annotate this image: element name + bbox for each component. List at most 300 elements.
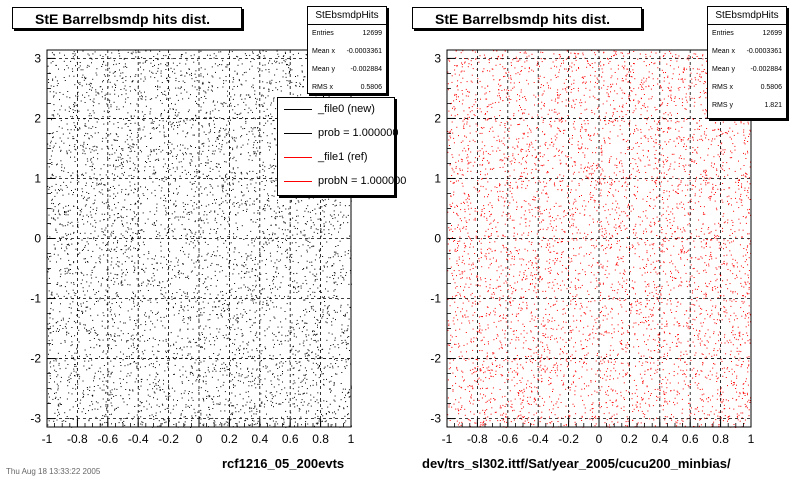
data-point (338, 366, 339, 367)
data-point (75, 149, 76, 150)
data-point (161, 224, 162, 225)
data-point (134, 416, 135, 417)
data-point (143, 212, 144, 213)
data-point (322, 415, 323, 416)
data-point (124, 207, 125, 208)
data-point (177, 169, 178, 170)
data-point (262, 307, 263, 308)
data-point (349, 389, 350, 390)
data-point (117, 242, 118, 243)
data-point (82, 312, 83, 313)
data-point (60, 276, 61, 277)
data-point (195, 301, 196, 302)
data-point (114, 76, 115, 77)
data-point (293, 273, 294, 274)
data-point (274, 97, 275, 98)
data-point (98, 339, 99, 340)
data-point (305, 375, 306, 376)
data-point (144, 272, 145, 273)
data-point (341, 372, 342, 373)
data-point (53, 211, 54, 212)
data-point (128, 155, 129, 156)
data-point (112, 372, 113, 373)
data-point (106, 335, 107, 336)
data-point (340, 335, 341, 336)
data-point (231, 413, 232, 414)
data-point (117, 213, 118, 214)
data-point (241, 265, 242, 266)
data-point (131, 338, 132, 339)
data-point (134, 151, 135, 152)
data-point (72, 194, 73, 195)
data-point (103, 242, 104, 243)
data-point (133, 345, 134, 346)
data-point (238, 104, 239, 105)
data-point (198, 319, 199, 320)
data-point (104, 390, 105, 391)
data-point (281, 211, 282, 212)
data-point (185, 52, 186, 53)
data-point (188, 318, 189, 319)
data-point (265, 123, 266, 124)
data-point (279, 211, 280, 212)
data-point (260, 274, 261, 275)
data-point (196, 77, 197, 78)
data-point (221, 149, 222, 150)
data-point (309, 302, 310, 303)
data-point (136, 334, 137, 335)
data-point (233, 77, 234, 78)
data-point (256, 101, 257, 102)
data-point (133, 163, 134, 164)
data-point (130, 130, 131, 131)
data-point (253, 78, 254, 79)
data-point (214, 422, 215, 423)
data-point (213, 404, 214, 405)
data-point (122, 164, 123, 165)
data-point (334, 382, 335, 383)
data-point (219, 176, 220, 177)
data-point (153, 56, 154, 57)
data-point (135, 76, 136, 77)
data-point (268, 91, 269, 92)
data-point (165, 95, 166, 96)
data-point (141, 203, 142, 204)
data-point (343, 215, 344, 216)
data-point (54, 219, 55, 220)
data-point (341, 383, 342, 384)
data-point (225, 177, 226, 178)
data-point (190, 353, 191, 354)
data-point (56, 176, 57, 177)
data-point (314, 224, 315, 225)
data-point (85, 102, 86, 103)
data-point (262, 106, 263, 107)
data-point (303, 244, 304, 245)
data-point (203, 376, 204, 377)
data-point (264, 55, 265, 56)
data-point (197, 241, 198, 242)
data-point (250, 319, 251, 320)
data-point (331, 224, 332, 225)
data-point (276, 306, 277, 307)
data-point (94, 174, 95, 175)
data-point (61, 285, 62, 286)
data-point (96, 292, 97, 293)
data-point (302, 399, 303, 400)
data-point (192, 392, 193, 393)
data-point (233, 202, 234, 203)
data-point (114, 152, 115, 153)
data-point (268, 198, 269, 199)
data-point (151, 407, 152, 408)
data-point (128, 147, 129, 148)
data-point (179, 186, 180, 187)
data-point (325, 367, 326, 368)
data-point (154, 77, 155, 78)
data-point (95, 240, 96, 241)
data-point (112, 154, 113, 155)
data-point (338, 232, 339, 233)
data-point (187, 204, 188, 205)
data-point (90, 233, 91, 234)
data-point (338, 409, 339, 410)
data-point (113, 165, 114, 166)
data-point (106, 133, 107, 134)
data-point (345, 205, 346, 206)
data-point (191, 420, 192, 421)
data-point (52, 151, 53, 152)
data-point (81, 101, 82, 102)
data-point (344, 366, 345, 367)
data-point (194, 171, 195, 172)
data-point (129, 394, 130, 395)
data-point (161, 251, 162, 252)
data-point (255, 259, 256, 260)
data-point (116, 64, 117, 65)
data-point (264, 125, 265, 126)
data-point (289, 259, 290, 260)
data-point (324, 368, 325, 369)
data-point (132, 53, 133, 54)
data-point (136, 278, 137, 279)
data-point (226, 190, 227, 191)
data-point (167, 408, 168, 409)
data-point (143, 353, 144, 354)
data-point (254, 204, 255, 205)
data-point (333, 278, 334, 279)
data-point (298, 202, 299, 203)
data-point (130, 123, 131, 124)
data-point (103, 184, 104, 185)
data-point (145, 62, 146, 63)
data-point (230, 157, 231, 158)
data-point (306, 353, 307, 354)
data-point (324, 216, 325, 217)
data-point (212, 188, 213, 189)
data-point (166, 352, 167, 353)
data-point (154, 392, 155, 393)
data-point (61, 150, 62, 151)
data-point (58, 189, 59, 190)
data-point (116, 109, 117, 110)
data-point (70, 418, 71, 419)
data-point (335, 401, 336, 402)
data-point (158, 344, 159, 345)
data-point (166, 399, 167, 400)
data-point (128, 413, 129, 414)
data-point (280, 375, 281, 376)
data-point (218, 110, 219, 111)
data-point (54, 297, 55, 298)
data-point (143, 116, 144, 117)
data-point (128, 310, 129, 311)
data-point (253, 408, 254, 409)
data-point (227, 369, 228, 370)
data-point (214, 211, 215, 212)
data-point (329, 389, 330, 390)
data-point (90, 113, 91, 114)
data-point (158, 160, 159, 161)
data-point (63, 94, 64, 95)
data-point (48, 189, 49, 190)
data-point (176, 116, 177, 117)
data-point (162, 281, 163, 282)
data-point (184, 322, 185, 323)
data-point (193, 375, 194, 376)
data-point (201, 67, 202, 68)
data-point (302, 86, 303, 87)
data-point (276, 259, 277, 260)
data-point (336, 205, 337, 206)
data-point (72, 344, 73, 345)
data-point (165, 208, 166, 209)
data-point (113, 186, 114, 187)
data-point (257, 276, 258, 277)
data-point (137, 168, 138, 169)
data-point (315, 417, 316, 418)
data-point (195, 234, 196, 235)
data-point (105, 76, 106, 77)
data-point (48, 66, 49, 67)
data-point (274, 128, 275, 129)
data-point (130, 91, 131, 92)
data-point (250, 97, 251, 98)
data-point (224, 311, 225, 312)
data-point (247, 256, 248, 257)
data-point (89, 368, 90, 369)
data-point (164, 205, 165, 206)
data-point (137, 305, 138, 306)
data-point (322, 256, 323, 257)
data-point (160, 115, 161, 116)
data-point (122, 422, 123, 423)
data-point (173, 399, 174, 400)
data-point (303, 86, 304, 87)
data-point (244, 266, 245, 267)
data-point (58, 331, 59, 332)
data-point (285, 223, 286, 224)
data-point (261, 402, 262, 403)
data-point (159, 425, 160, 426)
data-point (96, 417, 97, 418)
data-point (310, 385, 311, 386)
data-point (137, 132, 138, 133)
data-point (255, 98, 256, 99)
data-point (237, 320, 238, 321)
data-point (174, 266, 175, 267)
data-point (143, 193, 144, 194)
data-point (113, 268, 114, 269)
data-point (235, 248, 236, 249)
data-point (264, 237, 265, 238)
data-point (117, 176, 118, 177)
data-point (244, 277, 245, 278)
data-point (108, 395, 109, 396)
data-point (105, 230, 106, 231)
data-point (290, 330, 291, 331)
data-point (94, 378, 95, 379)
data-point (53, 326, 54, 327)
data-point (215, 203, 216, 204)
data-point (208, 150, 209, 151)
data-point (207, 267, 208, 268)
data-point (64, 412, 65, 413)
data-point (226, 174, 227, 175)
data-point (88, 410, 89, 411)
data-point (220, 51, 221, 52)
data-point (113, 198, 114, 199)
data-point (91, 90, 92, 91)
data-point (295, 76, 296, 77)
data-point (159, 387, 160, 388)
data-point (190, 320, 191, 321)
data-point (319, 322, 320, 323)
data-point (348, 253, 349, 254)
data-point (70, 108, 71, 109)
data-point (257, 127, 258, 128)
data-point (83, 144, 84, 145)
data-point (269, 146, 270, 147)
data-point (185, 148, 186, 149)
data-point (141, 381, 142, 382)
data-point (103, 384, 104, 385)
data-point (162, 325, 163, 326)
data-point (192, 417, 193, 418)
data-point (123, 162, 124, 163)
data-point (323, 270, 324, 271)
data-point (161, 287, 162, 288)
data-point (95, 222, 96, 223)
data-point (340, 311, 341, 312)
data-point (183, 120, 184, 121)
data-point (282, 229, 283, 230)
data-point (204, 282, 205, 283)
data-point (178, 274, 179, 275)
data-point (179, 125, 180, 126)
data-point (63, 171, 64, 172)
data-point (67, 385, 68, 386)
data-point (285, 73, 286, 74)
data-point (61, 320, 62, 321)
data-point (84, 258, 85, 259)
data-point (307, 424, 308, 425)
data-point (151, 123, 152, 124)
data-point (345, 340, 346, 341)
data-point (58, 296, 59, 297)
data-point (293, 329, 294, 330)
data-point (228, 304, 229, 305)
data-point (85, 78, 86, 79)
data-point (107, 269, 108, 270)
data-point (120, 75, 121, 76)
data-point (103, 62, 104, 63)
data-point (273, 240, 274, 241)
data-point (166, 316, 167, 317)
data-point (106, 202, 107, 203)
data-point (148, 300, 149, 301)
data-point (206, 219, 207, 220)
data-point (57, 164, 58, 165)
data-point (276, 336, 277, 337)
data-point (56, 184, 57, 185)
data-point (205, 278, 206, 279)
data-point (210, 192, 211, 193)
data-point (328, 353, 329, 354)
data-point (346, 217, 347, 218)
data-point (262, 70, 263, 71)
data-point (287, 257, 288, 258)
data-point (305, 383, 306, 384)
data-point (311, 262, 312, 263)
data-point (243, 265, 244, 266)
data-point (222, 316, 223, 317)
data-point (281, 335, 282, 336)
data-point (135, 74, 136, 75)
data-point (258, 71, 259, 72)
data-point (350, 307, 351, 308)
data-point (67, 364, 68, 365)
data-point (129, 247, 130, 248)
data-point (93, 289, 94, 290)
data-point (71, 327, 72, 328)
data-point (264, 189, 265, 190)
data-point (297, 222, 298, 223)
data-point (134, 424, 135, 425)
data-point (324, 296, 325, 297)
data-point (275, 128, 276, 129)
data-point (206, 338, 207, 339)
data-point (155, 383, 156, 384)
data-point (194, 54, 195, 55)
data-point (244, 109, 245, 110)
data-point (141, 151, 142, 152)
data-point (215, 218, 216, 219)
data-point (91, 217, 92, 218)
data-point (82, 313, 83, 314)
data-point (203, 283, 204, 284)
data-point (293, 54, 294, 55)
data-point (305, 334, 306, 335)
data-point (110, 133, 111, 134)
data-point (313, 310, 314, 311)
data-point (317, 424, 318, 425)
data-point (53, 331, 54, 332)
data-point (126, 245, 127, 246)
data-point (220, 128, 221, 129)
data-point (109, 414, 110, 415)
data-point (274, 120, 275, 121)
